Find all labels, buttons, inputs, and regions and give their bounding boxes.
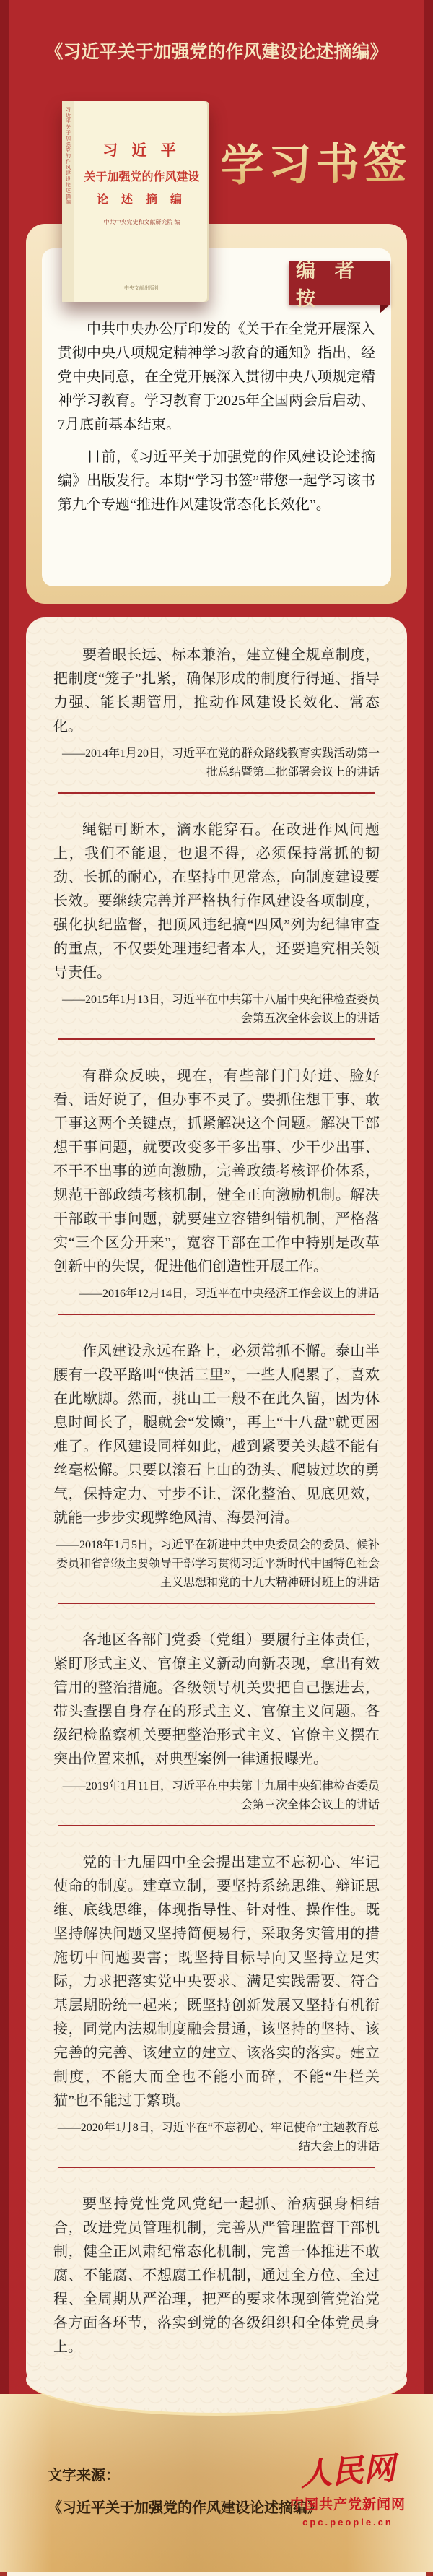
- cpc-news-url: cpc.people.cn: [302, 2517, 393, 2528]
- card-bottom-curve: [26, 2343, 407, 2416]
- quote-block-1: [53, 643, 380, 782]
- section-divider: [58, 1825, 375, 1826]
- quote-text: 要坚持党性党风党纪一起抓、治病强身相结合，改进党员管理机制，完善从严管理监督干部机制，健全正风肃纪常态化机制，完善一体推进不敢腐、不能腐、不想腐工作机制，通过全方位、全过程、全周期从严治理，把严的要求体现到管党治党各方面各环节，落实到党的各级组织和全体党员身上。: [53, 2196, 380, 2355]
- book-spine-text: 习近平关于加强党的作风建设论述摘编: [65, 107, 71, 205]
- quotes-card: [26, 617, 407, 2383]
- source-title: 《习近平关于加强党的作风建设论述摘编》: [48, 2500, 322, 2516]
- quote-text: 有群众反映，现在，有些部门门好进、脸好看、话好说了，但办事不灵了。要抓住想干事、敢干事这两个关键点，抓紧解决这个问题。解决干部想干事问题，就要改变多干多出事、少干少出事、不干不出事的逆向激励，完善政绩考核评价体系，规范干部政绩考核机制，健全正向激励机制。解决干部敢干事问题，就要建立容错纠错机制，严格落实“三个区分开来”，宽容干部在工作中特别是改革创新中的失误，促进他们创造性开展工作。: [53, 1068, 380, 1275]
- editor-paragraph: 中共中央办公厅印发的《关于在全党开展深入贯彻中央八项规定精神学习教育的通知》指出，经党中央同意，在全党开展深入贯彻中央八项规定精神学习教育。学习教育于2025年全国两会后启动、7月底前基本结束。: [58, 321, 375, 433]
- book-editor-line: 中共中央党史和文献研究院 编: [103, 219, 180, 225]
- editor-note-badge: 编 者 按: [289, 261, 390, 305]
- quote-source: ——2018年1月5日，习近平在新进中共中央委员会的委员、候补委员和省部级主要领导干部学习贯彻习近平新时代中国特色社会主义思想和党的十九大精神研讨班上的讲话: [56, 1539, 380, 1589]
- quote-block-6: [53, 1851, 380, 2156]
- quote-source: ——2020年1月8日，习近平在“不忘初心、牢记使命”主题教育总结大会上的讲话: [57, 2122, 380, 2153]
- book-title-line1: 习 近 平: [102, 142, 181, 159]
- section-divider: [58, 792, 375, 794]
- quote-source: ——2014年1月20日，习近平在党的群众路线教育实践活动第一批总结暨第二批部署会议上的讲话: [61, 747, 380, 779]
- quote-text: 作风建设永远在路上，必须常抓不懈。泰山半腰有一段平路叫“快活三里”，一些人爬累了，喜欢在此歇脚。然而，挑山工一般不在此久留，因为休息时间长了，腿就会“发懒”，再上“十八盘”就更困难了。作风建设同样如此，越到紧要关头越不能有丝毫松懈。只要以滚石上山的劲头、爬坡过坎的勇气，保持定力、寸步不让，深化整治、见底见效，就能一步步实现弊绝风清、海晏河清。: [53, 1343, 380, 1526]
- book-spine: [62, 101, 74, 302]
- source-label: 文字来源：: [48, 2468, 120, 2484]
- quote-text: 要着眼长远、标本兼治，建立健全规章制度，把制度“笼子”扎紧，确保形成的制度行得通、指导力强、能长期管用，推动作风建设长效化、常态化。: [53, 647, 380, 734]
- quote-text: 党的十九届四中全会提出建立不忘初心、牢记使命的制度。建章立制，要坚持系统思维、辩证思维、底线思维，体现指导性、针对性、操作性。既坚持解决问题又坚持简便易行，采取务实管用的措施切中问题要害；既坚持目标导向又坚持立足实际，力求把落实党中央要求、满足实践需要、符合基层期盼统一起来；既坚持创新发展又坚持有机衔接，同党内法规制度融会贯通，该坚持的坚持、该完善的完善、该建立的建立、该落实的落实。建立制度，不能大而全也不能小而碎，不能“牛栏关猫”也不能过于繁琐。: [53, 1855, 380, 2109]
- section-divider: [58, 1038, 375, 1040]
- quote-source: ——2019年1月11日，习近平在中共第十九届中央纪律检查委员会第三次全体会议上的讲话: [62, 1780, 380, 1811]
- book-face: [74, 101, 209, 302]
- quote-text: 绳锯可断木，滴水能穿石。在改进作风问题上，我们不能退，也退不得，必须保持常抓的韧劲、长抓的耐心，在坚持中见常态，向制度建设要长效。要继续完善并严格执行作风建设各项制度，强化执纪监督，把顶风违纪搞“四风”列为纪律审查的重点，不仅要处理违纪者本人，还要追究相关领导责任。: [53, 822, 380, 981]
- page-title: 《习近平关于加强党的作风建设论述摘编》: [45, 43, 388, 62]
- editor-paragraph: 日前，《习近平关于加强党的作风建设论述摘编》出版发行。本期“学习书签”带您一起学习该书第九个专题“推进作风建设常态化长效化”。: [58, 449, 375, 513]
- quote-text: 各地区各部门党委（党组）要履行主体责任，紧盯形式主义、官僚主义新动向新表现，拿出有效管用的整治措施。各级领导机关要把自己摆进去，带头查摆自身存在的形式主义、官僚主义问题。各级纪检监察机关要把整治形式主义、官僚主义摆在突出位置来抓，对典型案例一律通报曝光。: [53, 1632, 380, 1767]
- book-title-line3: 论 述 摘 编: [96, 194, 187, 206]
- study-bookmark-banner: 学习书签: [219, 129, 411, 194]
- footer-band: [0, 2394, 433, 2572]
- editor-note-text: [58, 318, 375, 526]
- book-publisher: 中央文献出版社: [124, 285, 159, 291]
- quote-block-5: [53, 1629, 380, 1815]
- quote-block-4: [53, 1340, 380, 1592]
- quote-block-2: [53, 818, 380, 1028]
- left-edge-shade: [0, 0, 9, 2394]
- section-divider: [58, 1603, 375, 1604]
- quote-source: ——2015年1月13日，习近平在中共第十八届中央纪律检查委员会第五次全体会议上的讲话: [61, 994, 380, 1025]
- right-edge-shade: [424, 0, 433, 2394]
- peoples-daily-logo-block: [289, 2450, 406, 2528]
- section-divider: [58, 1314, 375, 1315]
- bottom-edge-strip: [0, 2572, 433, 2576]
- section-divider: [58, 2167, 375, 2168]
- peoples-daily-logo: 人民网: [299, 2450, 397, 2493]
- book-title-line2: 关于加强党的作风建设: [84, 171, 200, 183]
- text-source-block: [48, 2463, 322, 2517]
- quote-block-3: [53, 1064, 380, 1304]
- cpc-news-label: 中国共产党新闻网: [289, 2497, 406, 2512]
- quote-source: ——2016年12月14日，习近平在中央经济工作会议上的讲话: [79, 1288, 380, 1300]
- book-cover: [62, 101, 209, 302]
